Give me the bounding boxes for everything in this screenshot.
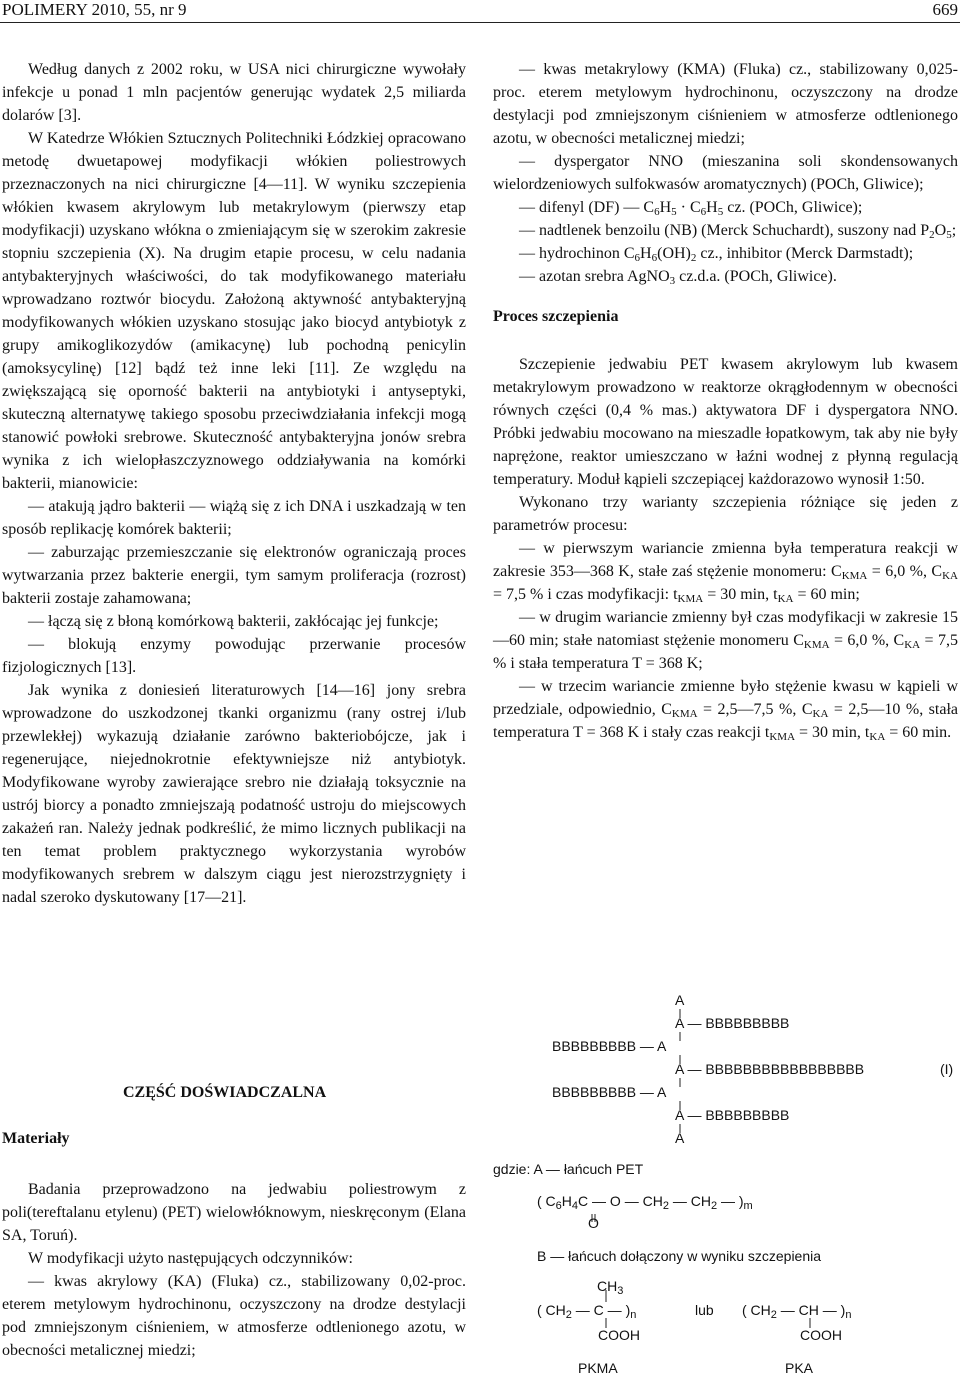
scheme-node: A: [675, 1130, 685, 1146]
scheme-node: A: [675, 992, 685, 1008]
paragraph: W Katedrze Włókien Sztucznych Politechniki Łódzkiej opracowano metodę dwuetapowej modyfikacji włókien poliestrowych przeznaczonych na nici chirurgiczne [4—11]. W wyniku szczepienia włókien kwasem akrylowym lub metakrylowym (pierwszy etap modyfikacji) uzyskano włókna o zmieniającym się w szerokim zakresie stopniu szczepienia (X). Na drugim etapie procesu, w celu nadania antybakteryjnych właściwości, do tak modyfikowanego materiału wprowadzano roztwór biocydu. Założoną aktywność antybakteryjną modyfikowanych włókien uzyskano stosując jako biocyd antybiotyk z grupy amikoglikozydów (amikacynę) lub pochodną penicylin (amoksycylinę) [12] bądź też inne leki [11]. Ze względu na zwiększającą się oporność bakterii na antybiotyki i antyseptyki, skuteczną alternatywę takiego sposobu przeciwdziałania infekcji mogą stanowić powłoki srebrowe. Skuteczność antybakteryjna jonów srebra wynika z ich wielopłaszczyznowego oddziaływania na komórki bakterii, mianowicie:: [2, 130, 466, 492]
pet-carbonyl-o: O: [588, 1215, 599, 1231]
list-item: — azotan srebra AgNO$_3$ cz.d.a. (POCh, Gliwice).: [519, 268, 837, 287]
paragraph: W modyfikacji użyto następujących odczynników:: [28, 1250, 353, 1267]
section-title: CZĘŚĆ DOŚWIADCZALNA: [123, 1084, 327, 1101]
pkma-label: PKMA: [578, 1360, 618, 1376]
paragraph: Szczepienie jedwabiu PET kwasem akrylowym lub kwasem metakrylowym prowadzono w reaktorze okrągłodennym w obecności równych części (0,4 % mas.) aktywatora DF i dyspergatora NNO. Próbki jedwabiu mocowano na mieszadle łopatkowym, tak aby nie były naprężone, reaktor umieszczano w łaźni wodnej z płynną regulacją temperatury. Moduł kąpieli szczepiącej każdorazowo wynosił 1:50.: [493, 356, 958, 488]
list-item: — łączą się z błoną komórkową bakterii, zakłócając jej funkcje;: [28, 613, 439, 630]
pka-cooh: COOH: [800, 1327, 842, 1343]
list-item: — w drugim wariancie zmienny był czas modyfikacji w zakresie 15—60 min; stałe natomiast stężenie monomeru $C_{KMA} = 6,0$ %, $C_{KA} = 7,5$ % i stała temperatura T = 368 K;: [493, 609, 958, 672]
list-item: — atakują jądro bakterii — wiążą się z ich DNA i uszkadzają w ten sposób replikację komórek bakterii;: [2, 498, 466, 538]
list-item: — kwas metakrylowy (KMA) (Fluka) cz., stabilizowany 0,025-proc. eterem metylowym hydrochinonu, oczyszczony na drodze destylacji pod zmniejszonym ciśnieniem w atmosferze odtlenionego azotu, w obecności metalicznej miedzi;: [493, 61, 958, 147]
pkma-cooh: COOH: [598, 1327, 640, 1343]
list-item: — nadtlenek benzoilu (NB) (Merck Schuchardt), suszony nad $P_2O_5$;: [519, 222, 957, 241]
scheme-node: BBBBBBBBB — A: [552, 1084, 667, 1100]
pkma-chain: ( $CH_2$ — C — )$_n$: [537, 1302, 637, 1321]
page-number: 669: [932, 0, 958, 19]
list-item: — difenyl (DF) — $C_6H_5 \cdot C_6H_5$ cz. (POCh, Gliwice);: [519, 199, 863, 218]
pka-chain: ( $CH_2$ — CH — )$_n$: [742, 1302, 852, 1321]
scheme-conjunction: lub: [695, 1302, 714, 1318]
pet-formula: ( $C_6H_4C$ — O — $CH_2$ — $CH_2$ — )$_m$: [537, 1193, 753, 1212]
paragraph: Wykonano trzy warianty szczepienia różniące się jeden z parametrów procesu:: [493, 494, 958, 534]
scheme-node: A — BBBBBBBBBBBBBBBBB: [675, 1061, 865, 1077]
scheme-legend: gdzie: A — łańcuch PET: [493, 1161, 644, 1177]
section-title: Proces szczepienia: [493, 308, 619, 325]
paragraph: Według danych z 2002 roku, w USA nici chirurgiczne wywołały infekcje u ponad 1 mln pacjentów generując wydatek 2,5 miliarda dolarów [3].: [2, 61, 466, 124]
paragraph: Jak wynika z doniesień literaturowych [14—16] jony srebra wprowadzone do uszkodzonej tkanki organizmu (rany ostrej i/lub przewlekłej) wykazują działanie zarówno bakteriobójcze, jak i regenerujące, niejednokrotnie efektywniejsze niż antybiotyk. Modyfikowane wyroby zawierające srebro nie działają toksycznie na ustrój biorcy a ponadto zmniejszają podatność ustroju do miejscowych zakażeń ran. Należy jednak podkreślić, że mimo licznych publikacji na ten temat problem praktycznego wykorzystania wyrobów modyfikowanych srebrem w dalszym ciągu jest nierozstrzygnięty i nadal szeroko dyskutowany [17—21].: [2, 682, 466, 906]
scheme-node: A — BBBBBBBBB: [675, 1015, 790, 1031]
list-item: — w trzecim wariancie zmienne było stężenie kwasu w kąpieli w przedziale, odpowiednio, $C_{KMA}$ = 2,5—7,5 %, $C_{KA}$ = 2,5—10 %, stała temperatura T = 368 K i stały czas reakcji $t_{KMA} = 30$ min, $t_{KA} = 60$ min.: [493, 678, 958, 743]
scheme-legend: B — łańcuch dołączony w wyniku szczepienia: [537, 1248, 822, 1264]
list-item: — kwas akrylowy (KA) (Fluka) cz., stabilizowany 0,02-proc. eterem metylowym hydrochinonu, oczyszczony na drodze destylacji pod zmniejszonym ciśnieniem, w atmosferze odtlenionego azotu, w obecności metalicznej miedzi;: [2, 1273, 466, 1359]
subsection-title: Materiały: [2, 1130, 70, 1147]
list-item: — zaburzając przemieszczanie się elektronów ograniczają proces wytwarzania przez bakterie energii, tym samym proliferacja (rozrost) bakterii zostaje zahamowana;: [2, 544, 466, 607]
list-item: — hydrochinon $C_6H_6(OH)_2$ cz., inhibitor (Merck Darmstadt);: [519, 245, 914, 264]
scheme-label: (I): [940, 1061, 954, 1077]
list-item: — blokują enzymy powodując przerwanie procesów fizjologicznych [13].: [2, 636, 466, 676]
list-item: — dyspergator NNO (mieszanina soli skondensowanych wielordzeniowych sulfokwasów aromatycznych) (POCh, Gliwice);: [493, 153, 958, 193]
list-item: — w pierwszym wariancie zmienna była temperatura reakcji w zakresie 353—368 K, stałe zaś stężenie monomeru: $C_{KMA} = 6,0$ %, $C_{KA} = 7,5$ % i czas modyfikacji: $t_{KMA} = 30$ min, $t_{KA} = 60$ min;: [493, 540, 958, 605]
journal-title: POLIMERY 2010, 55, nr 9: [2, 0, 187, 19]
paragraph: Badania przeprowadzono na jedwabiu poliestrowym z poli(tereftalanu etylenu) (PET) wielowłóknowym, nieskręconym (Elana SA, Toruń).: [2, 1181, 466, 1244]
scheme-node: A — BBBBBBBBB: [675, 1107, 790, 1123]
pkma-ch3: $CH_3$: [597, 1278, 624, 1297]
scheme-node: BBBBBBBBB — A: [552, 1038, 667, 1054]
pka-label: PKA: [785, 1360, 814, 1376]
